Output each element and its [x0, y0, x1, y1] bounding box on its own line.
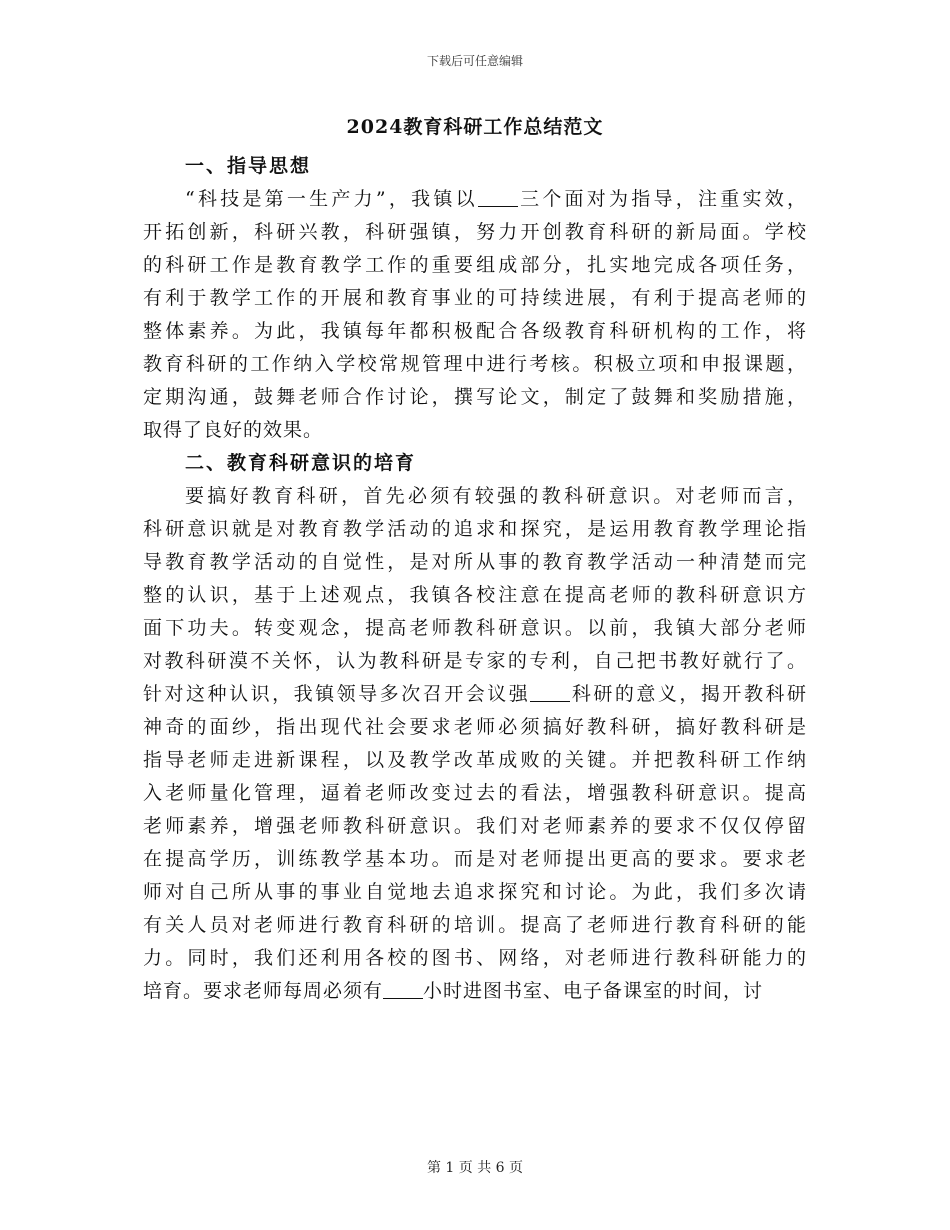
text-line — [143, 183, 807, 216]
text-segment: 开拓创新，科研兴教，科研强镇，努力开创教育科研的新局面。学校 — [143, 221, 807, 243]
section-heading: 二、教育科研意识的培育 — [185, 452, 417, 474]
document-body — [143, 150, 807, 1008]
text-segment: 定期沟通，鼓舞老师合作讨论，撰写论文，制定了鼓舞和奖励措施， — [143, 386, 807, 408]
text-line — [143, 876, 807, 909]
text-segment: 入老师量化管理，逼着老师改变过去的看法，增强教科研意识。提高 — [143, 782, 807, 804]
text-segment: 面下功夫。转变观念，提高老师教科研意识。以前，我镇大部分老师 — [143, 617, 807, 639]
text-line — [143, 414, 807, 447]
text-segment: 师对自己所从事的事业自觉地去追求探究和讨论。为此，我们多次请 — [143, 881, 807, 903]
text-segment: 三个面对为指导，注重实效， — [517, 188, 807, 210]
text-line — [143, 810, 807, 843]
text-line — [143, 249, 807, 282]
text-segment: 科研的意义，揭开教科研 — [570, 683, 807, 705]
text-line — [143, 909, 807, 942]
page-footer: 第 1 页 共 6 页 — [426, 1160, 524, 1176]
text-line — [143, 975, 807, 1008]
text-segment: 指导老师走进新课程，以及教学改革成败的关键。并把教科研工作纳 — [143, 749, 807, 771]
text-segment: “科技是第一生产力”，我镇以 — [185, 188, 478, 210]
text-segment: 神奇的面纱，指出现代社会要求老师必须搞好教科研，搞好教科研是 — [143, 716, 807, 738]
fill-in-blank — [530, 683, 570, 702]
text-line — [143, 744, 807, 777]
text-segment: 老师素养，增强老师教科研意识。我们对老师素养的要求不仅仅停留 — [143, 815, 807, 837]
text-line — [143, 315, 807, 348]
section-paragraph — [143, 480, 807, 1008]
text-line — [143, 546, 807, 579]
text-line — [143, 579, 807, 612]
fill-in-blank — [383, 980, 423, 999]
text-line — [143, 711, 807, 744]
text-segment: 整的认识，基于上述观点，我镇各校注意在提高老师的教科研意识方 — [143, 584, 807, 606]
section-paragraph — [143, 183, 807, 447]
text-segment: 小时进图书室、电子备课室的时间，讨 — [423, 980, 764, 1002]
text-segment: 针对这种认识，我镇领导多次召开会议强 — [143, 683, 531, 705]
text-line — [143, 942, 807, 975]
text-line — [143, 513, 807, 546]
section-heading: 一、指导思想 — [185, 155, 312, 177]
text-line — [143, 216, 807, 249]
text-segment: 要搞好教育科研，首先必须有较强的教科研意识。对老师而言， — [185, 485, 807, 507]
text-segment: 取得了良好的效果。 — [143, 419, 324, 441]
text-segment: 培育。要求老师每周必须有 — [143, 980, 384, 1002]
text-line — [143, 348, 807, 381]
text-segment: 科研意识就是对教育教学活动的追求和探究，是运用教育教学理论指 — [143, 518, 807, 540]
fill-in-blank — [478, 188, 518, 207]
text-segment: 有关人员对老师进行教育科研的培训。提高了老师进行教育科研的能 — [143, 914, 807, 936]
text-line — [143, 843, 807, 876]
text-line — [143, 645, 807, 678]
text-segment: 力。同时，我们还利用各校的图书、网络，对老师进行教科研能力的 — [143, 947, 807, 969]
text-segment: 对教科研漠不关怀，认为教科研是专家的专利，自己把书教好就行了。 — [143, 650, 807, 672]
text-segment: 有利于教学工作的开展和教育事业的可持续进展，有利于提高老师的 — [143, 287, 807, 309]
text-line — [143, 612, 807, 645]
document-title: 2024教育科研工作总结范文 — [346, 116, 604, 138]
text-line — [143, 678, 807, 711]
text-line — [143, 480, 807, 513]
text-segment: 教育科研的工作纳入学校常规管理中进行考核。积极立项和申报课题， — [143, 353, 807, 375]
page-header-note: 下载后可任意编辑 — [426, 54, 523, 68]
text-segment: 导教育教学活动的自觉性，是对所从事的教育教学活动一种清楚而完 — [143, 551, 807, 573]
text-segment: 的科研工作是教育教学工作的重要组成部分，扎实地完成各项任务， — [143, 254, 807, 276]
text-line — [143, 282, 807, 315]
text-segment: 在提高学历，训练教学基本功。而是对老师提出更高的要求。要求老 — [143, 848, 807, 870]
text-segment: 整体素养。为此，我镇每年都积极配合各级教育科研机构的工作，将 — [143, 320, 807, 342]
text-line — [143, 381, 807, 414]
text-line — [143, 777, 807, 810]
